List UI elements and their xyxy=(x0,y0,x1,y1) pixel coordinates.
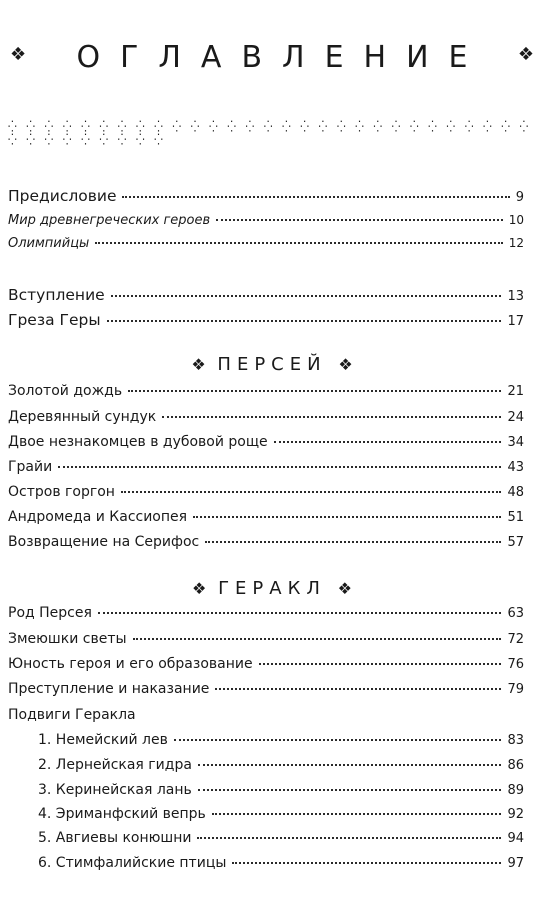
section-title: ГЕРАКЛ xyxy=(218,578,326,599)
toc-leader xyxy=(198,789,502,791)
toc-entry-page: 76 xyxy=(507,657,524,672)
toc-entry-title: 3. Керинейская лань xyxy=(38,782,192,798)
toc-entry[interactable] xyxy=(8,681,524,697)
toc-entry-page: 9 xyxy=(515,190,524,205)
toc-entry-page: 63 xyxy=(507,606,524,621)
toc-subentry[interactable] xyxy=(38,830,524,846)
toc-leader xyxy=(198,764,502,766)
toc-entry-title: Предисловие xyxy=(8,187,117,205)
toc-entry-page: 57 xyxy=(507,535,524,550)
ornament-icon: ❖ xyxy=(192,579,207,598)
ornament-icon: ❖ xyxy=(337,579,352,598)
toc-subentry[interactable] xyxy=(38,732,524,748)
toc-leader xyxy=(122,196,509,198)
toc-entry-page: 13 xyxy=(507,289,524,304)
toc-leader xyxy=(107,320,502,322)
section-heading-heracles xyxy=(0,578,544,599)
toc-leader xyxy=(162,416,501,418)
toc-entry-page: 43 xyxy=(507,460,524,475)
toc-leader xyxy=(98,612,502,614)
toc-leader xyxy=(174,739,502,741)
toc-entry-title: 1. Немейский лев xyxy=(38,732,168,748)
toc-entry[interactable] xyxy=(8,409,524,425)
toc-leader xyxy=(216,219,503,221)
toc-entry-title: 5. Авгиевы конюшни xyxy=(38,830,192,846)
toc-leader xyxy=(197,837,501,839)
toc-entry-title: 2. Лернейская гидра xyxy=(38,757,192,773)
decorative-dots: ⁛ ⁛ ⁛ ⁛ ⁛ ⁛ ⁛ ⁛ ⁛ ⁛ ⁛ ⁛ ⁛ ⁛ ⁛ ⁛ ⁛ ⁛ ⁛ ⁛ ⁛ ⁛ ⁛ ⁛ ⁛ ⁛ ⁛ ⁛ ⁛ ⁛ ⁛ ⁛ ⁛ ⁛ ⁛ ⁛ ⁛ ⁛ xyxy=(8,120,532,146)
toc-entry-title: 6. Стимфалийские птицы xyxy=(38,855,227,871)
toc-entry[interactable] xyxy=(8,311,524,329)
toc-entry-title: Юность героя и его образование xyxy=(8,656,253,672)
ornament-icon: ❖ xyxy=(191,355,206,374)
toc-leader xyxy=(232,862,501,864)
toc-subentry[interactable] xyxy=(38,757,524,773)
toc-leader xyxy=(259,663,502,665)
section-title: ПЕРСЕЙ xyxy=(217,354,327,375)
toc-entry-page: 89 xyxy=(507,783,524,798)
toc-entry-page: 83 xyxy=(507,733,524,748)
toc-entry-page: 48 xyxy=(507,485,524,500)
toc-entry-title: Возвращение на Серифос xyxy=(8,534,200,550)
toc-leader xyxy=(193,516,501,518)
toc-entry-page: 97 xyxy=(507,856,524,871)
toc-entry-page: 86 xyxy=(507,758,524,773)
toc-leader xyxy=(121,491,502,493)
toc-entry[interactable] xyxy=(8,187,524,205)
toc-entry[interactable] xyxy=(8,656,524,672)
toc-entry-title: Преступление и наказание xyxy=(8,681,210,697)
toc-entry[interactable] xyxy=(8,605,524,621)
toc-entry-page: 94 xyxy=(507,831,524,846)
toc-entry-title: Грайи xyxy=(8,459,53,475)
toc-entry[interactable] xyxy=(8,534,524,550)
toc-leader xyxy=(58,466,501,468)
toc-entry-title: Змеюшки светы xyxy=(8,631,127,647)
toc-entry-page: 10 xyxy=(508,213,524,227)
ornament-left-icon: ❖ xyxy=(10,44,27,65)
toc-leader xyxy=(128,390,501,392)
decorative-dots-row xyxy=(0,120,544,146)
toc-entry[interactable] xyxy=(8,434,524,450)
toc-leader xyxy=(133,638,502,640)
toc-entry-title: Двое незнакомцев в дубовой роще xyxy=(8,434,268,450)
toc-entry-page: 21 xyxy=(507,384,524,399)
toc-subentry[interactable] xyxy=(38,855,524,871)
toc-entry-page: 34 xyxy=(507,435,524,450)
toc-leader xyxy=(274,441,502,443)
toc-entry-page: 72 xyxy=(507,632,524,647)
toc-entry-title: Деревянный сундук xyxy=(8,409,157,425)
section-heading-perseus xyxy=(0,354,544,375)
toc-entry-title: Андромеда и Кассиопея xyxy=(8,509,188,525)
toc-leader xyxy=(205,541,501,543)
toc-leader xyxy=(212,813,502,815)
toc-leader xyxy=(215,688,501,690)
toc-subentry[interactable] xyxy=(38,782,524,798)
toc-entry-title: Золотой дождь xyxy=(8,383,123,399)
toc-group-label[interactable] xyxy=(8,707,524,723)
page-title: ОГЛАВЛЕНИЕ xyxy=(76,40,488,75)
toc-entry-page: 12 xyxy=(508,236,524,250)
toc-entry[interactable] xyxy=(8,213,524,228)
toc-entry-page: 79 xyxy=(507,682,524,697)
toc-group-title: Подвиги Геракла xyxy=(8,707,136,723)
toc-entry-page: 51 xyxy=(507,510,524,525)
toc-entry-page: 17 xyxy=(507,314,524,329)
toc-subentry[interactable] xyxy=(38,806,524,822)
ornament-right-icon: ❖ xyxy=(517,44,534,65)
toc-header xyxy=(0,38,544,84)
toc-entry-title: Мир древнегреческих героев xyxy=(8,213,211,228)
toc-leader xyxy=(95,242,502,244)
toc-entry[interactable] xyxy=(8,286,524,304)
toc-entry[interactable] xyxy=(8,459,524,475)
toc-entry[interactable] xyxy=(8,631,524,647)
toc-entry-title: Вступление xyxy=(8,286,105,304)
toc-leader xyxy=(111,295,502,297)
toc-entry-page: 92 xyxy=(507,807,524,822)
toc-entry-title: Олимпийцы xyxy=(8,236,90,251)
toc-entry[interactable] xyxy=(8,383,524,399)
toc-entry-title: Греза Геры xyxy=(8,311,101,329)
toc-entry-title: 4. Эриманфский вепрь xyxy=(38,806,206,822)
toc-entry[interactable] xyxy=(8,484,524,500)
toc-entry-page: 24 xyxy=(507,410,524,425)
toc-entry-title: Остров горгон xyxy=(8,484,115,500)
ornament-icon: ❖ xyxy=(338,355,353,374)
toc-entry-title: Род Персея xyxy=(8,605,92,621)
toc-entry[interactable] xyxy=(8,509,524,525)
toc-entry[interactable] xyxy=(8,236,524,251)
